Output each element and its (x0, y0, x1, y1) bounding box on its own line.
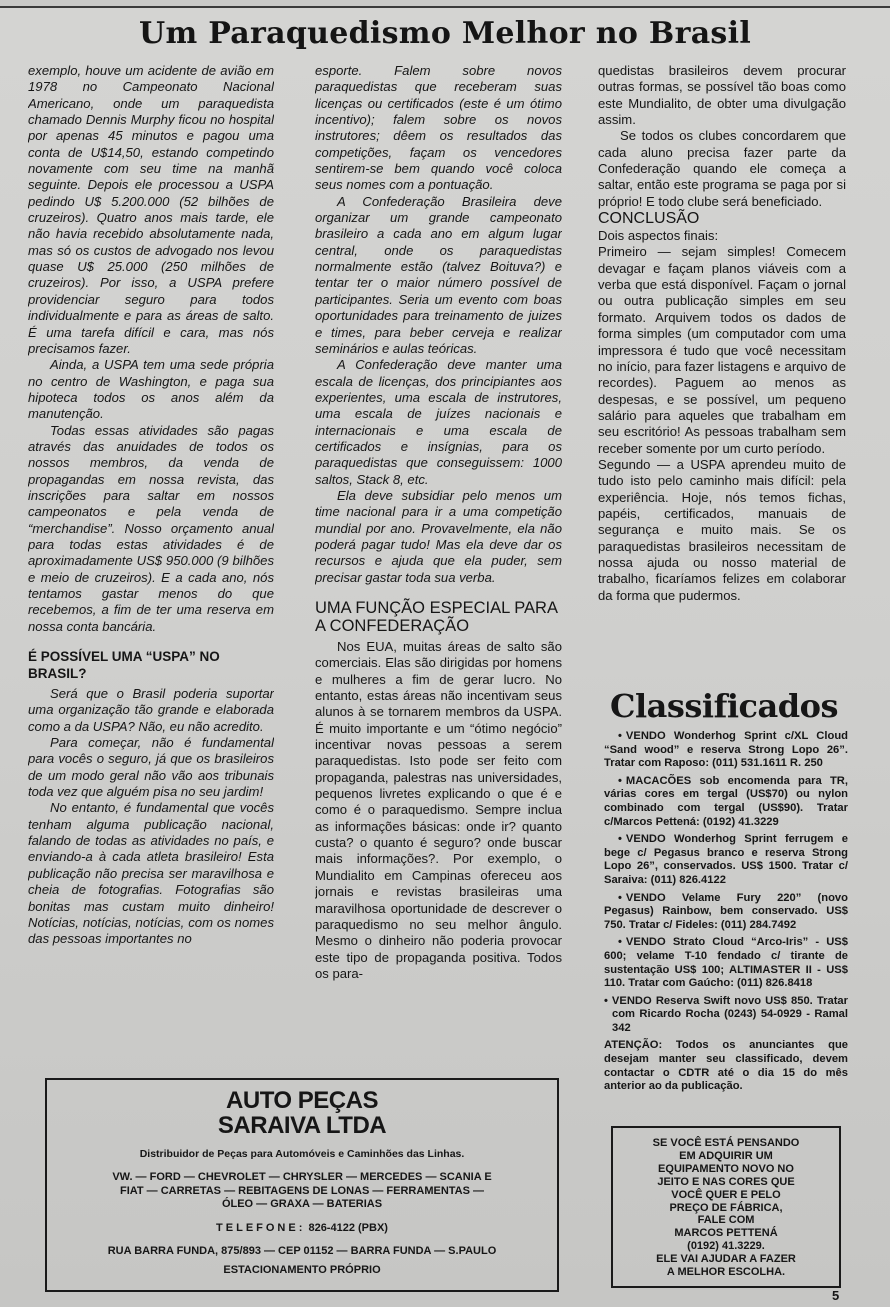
paragraph: Ela deve subsidiar pelo menos um time nacional para ir a uma competição mundial por ano. Provavelmente, ela não poderá pagar tudo! Mas ela deve dar os recursos e ajuda que ela puder, sem precisar gastar toda sua verba. (315, 487, 562, 585)
promo-line: A MELHOR ESCOLHA. (666, 1266, 786, 1279)
ad-company-name-line: SARAIVA LTDA (217, 1112, 387, 1139)
magazine-page (0, 6, 890, 1307)
ad-address: RUA BARRA FUNDA, 875/893 — CEP 01152 — BARRA FUNDA — S.PAULO (107, 1244, 497, 1257)
ad-brands-line: VW. — FORD — CHEVROLET — CHRYSLER — MERCEDES — SCANIA E (112, 1171, 492, 1183)
bullet-icon: • (618, 891, 622, 904)
ad-company-name-line: AUTO PEÇAS (226, 1087, 378, 1114)
promo-line: (0192) 41.3229. (687, 1240, 765, 1253)
classified-ad-text: VENDO Wonderhog Sprint ferrugem e bege c/ Pegasus branco e reserva Strong Lopo 26”, conservados. US$ 1500. Tratar c/ Saraiva: (011) 826.4122 (604, 833, 848, 886)
classified-ad-text: VENDO Reserva Swift novo US$ 850. Tratar com Ricardo Rocha (0243) 54-0929 - Ramal 342 (611, 994, 848, 1034)
section-heading: CONCLUSÃO (598, 210, 700, 228)
paragraph: esporte. Falem sobre novos paraquedistas que receberam suas licenças ou certificados (este é um ótimo incentivo); falem sobre os novos instrutores; dêem os resultados das competições, façam os vencedores sentirem-se bem quando você coloca seus nomes com a pontuação. (315, 63, 562, 193)
paragraph: Será que o Brasil poderia suportar uma organização tão grande e elaborada como a da USPA? Não, eu não acredito. (28, 686, 274, 734)
classified-ad-text: VENDO Wonderhog Sprint c/XL Cloud “Sand wood” e reserva Strong Lopo 26”. Tratar com Raposo: (011) 531.1611 R. 250 (604, 730, 848, 770)
promo-line: PREÇO DE FÁBRICA, (669, 1201, 783, 1214)
section-heading: UMA FUNÇÃO ESPECIAL PARA A CONFEDERAÇÃO (315, 599, 558, 635)
ad-brands-line: ÓLEO — GRAXA — BATERIAS (221, 1198, 383, 1210)
ad-phone-label: TELEFONE: (216, 1221, 306, 1234)
paragraph: Para começar, não é fundamental para vocês o seguro, já que os brasileiros de um modo geral não vão aos tribunais toda vez que alguém pisa no seu jardim! (28, 735, 274, 800)
paragraph: Dois aspectos finais: (598, 228, 719, 244)
classified-ad (604, 833, 848, 887)
ad-parking: ESTACIONAMENTO PRÓPRIO (223, 1263, 381, 1276)
paragraph: exemplo, houve um acidente de avião em 1978 no Campeonato Nacional Americano, onde um paraquedista chamado Dennis Murphy ficou no hospital por apenas 45 minutos e pagou uma conta de U$14,50, estando competindo novamente com seu time na manhã seguinte. Depois ele processou a USPA pedindo U$ 5.200.000 (52 bilhões de cruzeiros). Quatro anos mais tarde, ele não havia recebido absolutamente nada, mas só os custos de advogado nos levou quase U$ 25.000 (250 milhões de cruzeiros). Por isso, a USPA prefere providenciar seguro para todos individualmente e para as áreas de salto. É uma tarefa difícil e cara, mas nós precisamos fazer. (28, 63, 274, 356)
ad-company-name (47, 1088, 557, 1138)
classifieds-title: Classificados (610, 687, 838, 725)
paragraph: Nos EUA, muitas áreas de salto são comerciais. Elas são dirigidas por homens e mulheres a fim de gerar lucro. No entanto, estas áreas não incentivam seus alunos à se tornarem membros da USPA. É muito importante e um “ótimo negócio” incentivar novas pessoas a serem paraquedistas. Isto pode ser feito com propaganda, palestras nas universidades, pequenos livretes explicando o que é e como é o paraquedismo. Sempre inclua as informações básicas: onde ir? quanto custa? o quanto é seguro? onde buscar mais informações?. Por exemplo, o Mundialito em Campinas ofereceu aos jornais e revistas brasileiras uma maravilhosa oportunidade de descrever o paraquedismo no seu melhor ângulo. Mesmo o dinheiro não poderia provocar este tipo de propaganda positiva. Todos os para- (315, 639, 562, 981)
promo-line: MARCOS PETTENÁ (674, 1227, 778, 1240)
page-number: 5 (832, 1288, 840, 1303)
paragraph: A Confederação deve manter uma escala de licenças, dos principiantes aos experientes, uma escala de instrutores, uma escala de juízes nacionais e internacionais e uma escala de certificados e insígnias, para os paraquedistas que conseguissem: 1000 saltos, Stack 8, etc. (315, 357, 562, 487)
article-title: Um Paraquedismo Melhor no Brasil (138, 16, 752, 51)
column-3 (598, 63, 846, 679)
bullet-icon: • (618, 774, 622, 787)
promo-line: VOCÊ QUER E PELO (671, 1188, 781, 1201)
classifieds-list (604, 730, 848, 1120)
promo-line: SE VOCÊ ESTÁ PENSANDO (652, 1137, 800, 1149)
ad-subtitle: Distribuidor de Peças para Automóveis e Caminhões das Linhas. (139, 1148, 465, 1160)
classified-ad-text: MACACÕES sob encomenda para TR, várias cores em tergal (US$70) ou nylon combinado com tergal (US$90). Tratar c/Marcos Pettená: (0192) 41.3229 (604, 774, 848, 828)
column-2 (315, 63, 562, 1069)
paragraph: No entanto, é fundamental que vocês tenham alguma publicação nacional, falando de todas as atividades no país, e enviando-a à cada atleta brasileiro! Esta publicação não precisa ser maravilhosa e cheia de fotografias. Fotografias são bonitas mas custam muito dinheiro! Notícias, notícias, notícias, com os nomes das pessoas importantes no (28, 800, 274, 947)
column-1 (28, 63, 274, 1069)
promo-line: EQUIPAMENTO NOVO NO (658, 1162, 794, 1175)
bullet-icon: • (618, 936, 622, 949)
paragraph: Segundo — a USPA aprendeu muito de tudo isto pelo caminho mais difícil: pela experiência. Hoje, nós temos fichas, papéis, certificados, manuais de segurança e muito mais. Se os paraquedistas brasileiros necessitam de nossa ajuda ou nosso material de trabalho, ficaríamos felizes em colaborar da forma que pudermos. (598, 456, 846, 603)
promo-line: ELE VAI AJUDAR A FAZER (656, 1253, 796, 1266)
bullet-icon: • (618, 730, 622, 742)
promo-line: FALE COM (697, 1214, 755, 1227)
ad-brands (47, 1171, 557, 1212)
paragraph: A Confederação Brasileira deve organizar um grande campeonato brasileiro a cada ano em algum lugar central, onde os paraquedistas normalmente estão (talvez Boituva?) e tentar ter o maior número possível de participantes. Seria um evento com boas oportunidades para treinamento de juizes e times, para beber cerveja e realizar seminários e aulas teóricas. (315, 193, 562, 356)
classified-ad (604, 936, 848, 990)
ad-phone (47, 1222, 557, 1235)
section-heading: É POSSÍVEL UMA “USPA” NO BRASIL? (28, 649, 220, 681)
classified-ad-text: VENDO Strato Cloud “Arco-Iris” - US$ 600; velame T-10 fendado c/ tirante de sustentação US$ 100; ALTIMASTER II - US$ 110. Tratar com Gaúcho: (011) 826.8418 (604, 936, 848, 990)
classified-ad (604, 775, 848, 829)
classifieds-notice: ATENÇÃO: Todos os anunciantes que desejam manter seu classificado, devem contactar o CDTR até o dia 15 do mês anterior ao da publicação. (604, 1039, 848, 1093)
equipment-promo-box (611, 1126, 841, 1288)
paragraph: Todas essas atividades são pagas através das anuidades de todos os nossos membros, da venda de propagandas em nossa revista, das inscrições para saltar em nossos campeonatos e pela venda de “merchandise”. Nosso orçamento anual para todas estas atividades é de aproximadamente US$ 950.000 (9 bilhões e meio de cruzeiros). E a cada ano, nós tentamos gastar menos do que recebemos, a fim de ter uma reserva em nossa conta bancária. (28, 422, 274, 634)
classified-ad (604, 995, 848, 1036)
auto-parts-ad (45, 1078, 559, 1292)
paragraph: Primeiro — sejam simples! Comecem devagar e façam planos viáveis com a verba que está disponível. Façam o jornal ou outra publicação simples em seu formato. Arquivem todos os dados de forma simples (um computador com uma impressora é tudo que você necessitam no início, para fazer listagens e arquivo de recordes). Paguem ao menos as despesas, e se possível, um pequeno salário para aqueles que trabalham em seu escritório! As pessoas trabalham sem receber somente por um curto período. (598, 244, 846, 456)
paragraph: Ainda, a USPA tem uma sede própria no centro de Washington, e paga sua hipoteca todos os anos além da manutenção. (28, 357, 274, 422)
ad-phone-number: 826-4122 (PBX) (308, 1221, 388, 1234)
ad-brands-line: FIAT — CARRETAS — REBITAGENS DE LONAS — FERRAMENTAS — (119, 1184, 485, 1197)
paragraph: quedistas brasileiros devem procurar outras formas, se possível tão boas como este Mundialito, de obter uma divulgação assim. (598, 63, 846, 128)
bullet-icon: • (618, 833, 622, 846)
promo-line: EM ADQUIRIR UM (679, 1149, 773, 1162)
bullet-icon: • (604, 994, 608, 1007)
paragraph: Se todos os clubes concordarem que cada aluno precisa fazer parte da Confederação quando ele começa a saltar, então este programa se paga por si próprio! E todo clube será beneficiado. (598, 128, 846, 209)
promo-line: JEITO E NAS CORES QUE (657, 1175, 795, 1188)
classified-ad-text: VENDO Velame Fury 220” (novo Pegasus) Rainbow, bem conservado. US$ 750. Tratar c/ Fideles: (011) 284.7492 (604, 891, 848, 931)
classified-ad (604, 730, 848, 771)
classified-ad (604, 892, 848, 933)
